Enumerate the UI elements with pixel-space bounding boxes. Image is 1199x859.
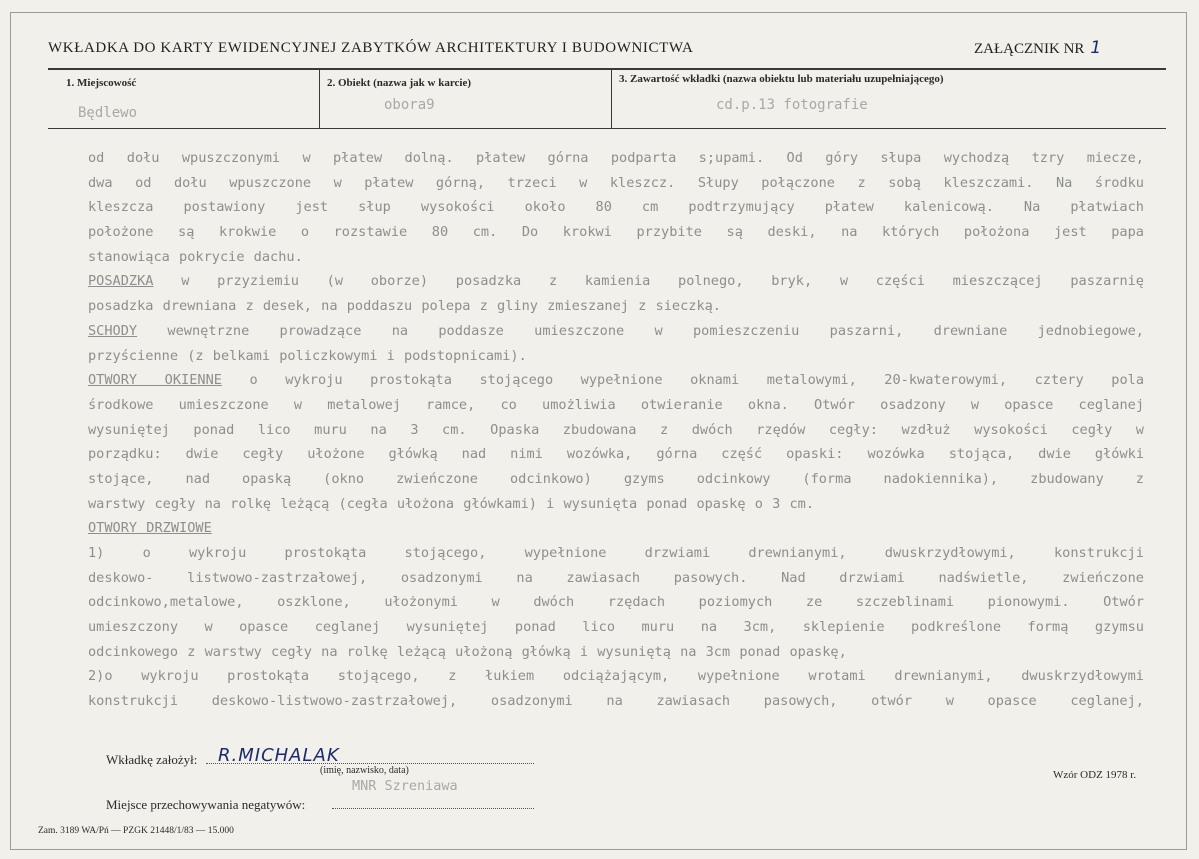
- body-line: środkowe umieszczone w metalowej ramce, co umożliwia otwieranie okna. Otwór osadzony w opasce ceglanej: [88, 396, 1144, 413]
- form-title: WKŁADKA DO KARTY EWIDENCYJNEJ ZABYTKÓW ARCHITEKTURY I BUDOWNICTWA: [48, 40, 694, 56]
- body-line: warstwy cegły na rolkę leżącą (cegła ułożona główkami) i wysunięta ponad opaskę o 3 cm.: [88, 495, 815, 512]
- form-reference: Wzór ODZ 1978 r.: [1053, 769, 1137, 781]
- storage-label: Miejsce przechowywania negatywów:: [106, 797, 306, 812]
- author-signature: R.MICHALAK: [218, 745, 340, 766]
- body-line: porządku: dwie cegły ułożone główką nad nimi wozówka, górna część opaski: wozówka stojąca, dwie główki: [88, 446, 1144, 463]
- attachment-number: 1: [1090, 38, 1102, 58]
- fields-bottom-rule: [48, 128, 1166, 129]
- body-line: deskowo- listwowo-zastrzałowej, osadzonymi na zawiasach pasowych. Nad drzwiami nadświetle, zwieńczone: [88, 569, 1144, 586]
- created-by-line: [206, 763, 534, 764]
- attachment-label: [974, 38, 1101, 58]
- print-reference: Zam. 3189 WA/Pń — PZGK 21448/1/83 — 15.000: [38, 826, 234, 836]
- storage-line: [332, 808, 534, 809]
- body-line: 2)o wykroju prostokąta stojącego, z łukiem odciążającym, wypełnione wrotami drewnianymi, dwuskrzydłowymi: [88, 668, 1144, 685]
- locality-value: Będlewo: [78, 105, 138, 121]
- description-body: [88, 146, 1144, 714]
- created-by-label: Wkładkę założył:: [106, 752, 198, 767]
- body-line: odcinkowo,metalowe, oszklone, ułożonymi w dwóch rzędach poziomych ze szczeblinami pionowymi. Otwór: [88, 594, 1144, 611]
- field-divider-2: [611, 70, 612, 128]
- contents-label: 3. Zawartość wkładki (nazwa obiektu lub materiału uzupełniającego): [619, 73, 944, 85]
- body-line: konstrukcji deskowo-listwowo-zastrzałowej, osadzonymi na zawiasach pasowych, otwór w opasce ceglanej,: [88, 693, 1144, 710]
- attachment-label-text: ZAŁĄCZNIK NR: [974, 41, 1085, 57]
- field-divider-1: [319, 70, 320, 128]
- body-line: stanowiąca pokrycie dachu.: [88, 248, 303, 265]
- locality-label: 1. Miejscowość: [66, 77, 137, 89]
- object-label: 2. Obiekt (nazwa jak w karcie): [327, 77, 472, 89]
- body-line: położone są krokwie o rozstawie 80 cm. Do krokwi przybite są deski, na których położona jest papa: [88, 224, 1144, 241]
- storage-value: MNR Szreniawa: [352, 778, 458, 794]
- body-line: odcinkowego z warstwy cegły na rolkę leżącą ułożoną główką i wysuniętą na 3cm ponad opaskę,: [88, 643, 847, 660]
- body-line: stojące, nad opaską (okno zwieńczone odcinkowo) gzyms odcinkowy (forma nadokiennika), zbudowany z: [88, 470, 1144, 487]
- body-line: POSADZKA w przyziemiu (w oborze) posadzka z kamienia polnego, bryk, w części mieszczącej paszarnię: [88, 273, 1144, 290]
- body-line: dwa od dołu wpuszczone w płatew górną, trzeci w kleszcz. Słupy połączone z sobą kleszczami. Na środku: [88, 174, 1144, 191]
- object-value: obora9: [384, 97, 435, 113]
- body-line: SCHODY wewnętrzne prowadzące na poddasze umieszczone w pomieszczeniu paszarni, drewniane jednobiegowe,: [88, 322, 1144, 339]
- body-line: od dołu wpuszczonymi w płatew dolną. płatew górna podparta s;upami. Od góry słupa wychodzą tzry miecze,: [88, 150, 1144, 166]
- body-line: 1) o wykroju prostokąta stojącego, wypełnione drzwiami drewnianymi, dwuskrzydłowymi, konstrukcji: [88, 545, 1144, 561]
- body-line: posadzka drewniana z desek, na poddaszu polepa z gliny zmieszanej z sieczką.: [88, 298, 721, 315]
- created-by-hint: (imię, nazwisko, data): [320, 765, 409, 776]
- contents-value: cd.p.13 fotografie: [716, 97, 868, 113]
- body-line: wysuniętej ponad lico muru na 3 cm. Opaska zbudowana z dwóch rzędów cegły: wzdłuż wysokości cegły w: [88, 421, 1144, 438]
- body-line: kleszcza postawiony jest słup wysokości około 80 cm podtrzymujący płatew kalenicową. Na płatwiach: [88, 199, 1144, 216]
- body-line: przyścienne (z belkami policzkowymi i podstopnicami).: [88, 347, 527, 364]
- body-line: OTWORY OKIENNE o wykroju prostokąta stojącego wypełnione oknami metalowymi, 20-kwaterowymi, cztery pola: [88, 372, 1144, 389]
- body-line: umieszczony w opasce ceglanej wysuniętej ponad lico muru na 3cm, sklepienie podkreślone formą gzymsu: [88, 619, 1144, 636]
- body-line: OTWORY DRZWIOWE: [88, 520, 212, 537]
- header-rule: [48, 68, 1166, 70]
